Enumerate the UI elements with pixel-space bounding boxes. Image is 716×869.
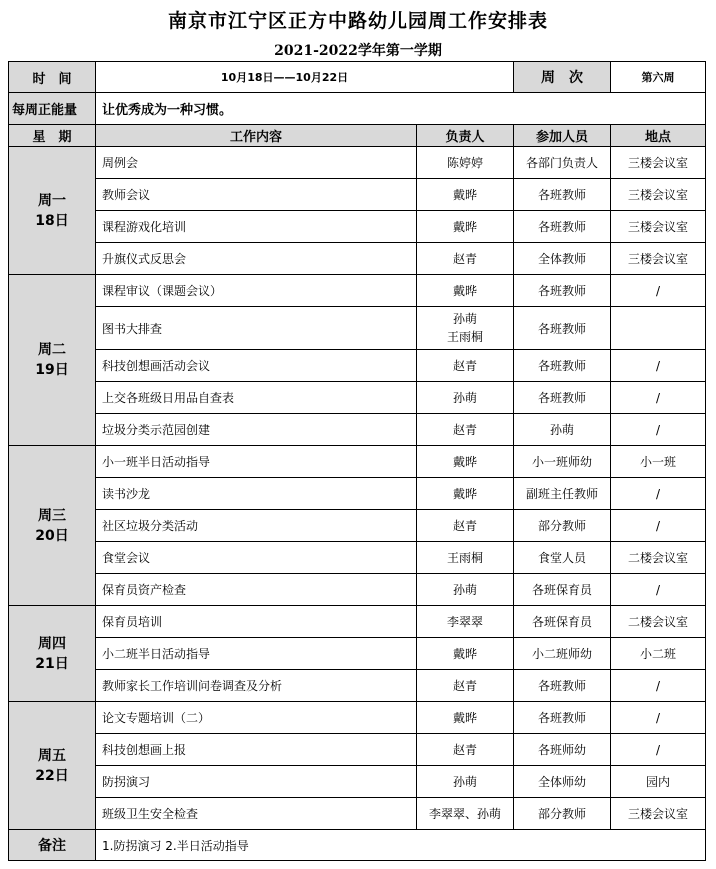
table-row — [9, 702, 706, 734]
content-cell: 图书大排查 — [96, 307, 417, 350]
owner-cell: 戴晔 — [417, 702, 514, 734]
content-cell: 读书沙龙 — [96, 478, 417, 510]
content-cell: 论文专题培训（二） — [96, 702, 417, 734]
table-row — [9, 670, 706, 702]
header-place: 地点 — [611, 125, 706, 147]
participants-cell: 各班教师 — [514, 307, 611, 350]
owner-cell: 戴晔 — [417, 638, 514, 670]
participants-cell: 部分教师 — [514, 798, 611, 830]
content-cell: 垃圾分类示范园创建 — [96, 414, 417, 446]
motto-label: 每周正能量 — [9, 93, 96, 125]
participants-cell: 各班教师 — [514, 350, 611, 382]
owner-cell: 赵青 — [417, 414, 514, 446]
owner-cell: 赵青 — [417, 243, 514, 275]
table-row — [9, 638, 706, 670]
owner-cell: 孙萌 — [417, 382, 514, 414]
notes-label: 备注 — [9, 830, 96, 861]
owner-cell — [417, 307, 514, 350]
content-cell: 防拐演习 — [96, 766, 417, 798]
place-cell: 园内 — [611, 766, 706, 798]
owner-cell: 陈婷婷 — [417, 147, 514, 179]
table-row — [9, 766, 706, 798]
place-cell — [611, 307, 706, 350]
day-cell — [9, 147, 96, 275]
participants-cell: 食堂人员 — [514, 542, 611, 574]
table-row — [9, 542, 706, 574]
table-row — [9, 307, 706, 350]
notes-value: 1.防拐演习 2.半日活动指导 — [96, 830, 706, 861]
owner-cell: 戴晔 — [417, 275, 514, 307]
table-row — [9, 478, 706, 510]
participants-cell: 全体师幼 — [514, 766, 611, 798]
place-cell: / — [611, 478, 706, 510]
participants-cell: 各班教师 — [514, 702, 611, 734]
place-cell: / — [611, 414, 706, 446]
participants-cell: 小一班师幼 — [514, 446, 611, 478]
place-cell: / — [611, 510, 706, 542]
participants-cell: 各班教师 — [514, 179, 611, 211]
place-cell: 三楼会议室 — [611, 147, 706, 179]
place-cell: / — [611, 702, 706, 734]
table-row — [9, 382, 706, 414]
content-cell: 小二班半日活动指导 — [96, 638, 417, 670]
content-cell: 课程游戏化培训 — [96, 211, 417, 243]
week-value: 第六周 — [611, 62, 706, 93]
place-cell: / — [611, 275, 706, 307]
owner-cell: 戴晔 — [417, 446, 514, 478]
owner-cell: 李翠翠 — [417, 606, 514, 638]
owner-cell: 赵青 — [417, 510, 514, 542]
day-name: 周五 — [38, 747, 66, 764]
day-name: 周四 — [38, 635, 66, 652]
header-day: 星 期 — [9, 125, 96, 147]
content-cell: 周例会 — [96, 147, 417, 179]
week-label-text: 周 次 — [541, 70, 584, 86]
owner-cell: 王雨桐 — [417, 542, 514, 574]
participants-cell: 各班保育员 — [514, 574, 611, 606]
owner-name: 王雨桐 — [447, 330, 484, 344]
motto-row — [9, 93, 706, 125]
table-row — [9, 147, 706, 179]
place-cell: 三楼会议室 — [611, 798, 706, 830]
content-cell: 小一班半日活动指导 — [96, 446, 417, 478]
week-label — [514, 62, 611, 93]
table-row — [9, 414, 706, 446]
participants-cell: 小二班师幼 — [514, 638, 611, 670]
owner-cell: 戴晔 — [417, 179, 514, 211]
participants-cell: 各班保育员 — [514, 606, 611, 638]
page-title: 南京市江宁区正方中路幼儿园周工作安排表 — [167, 10, 548, 32]
content-cell: 科技创想画活动会议 — [96, 350, 417, 382]
day-cell — [9, 446, 96, 606]
table-row — [9, 211, 706, 243]
header-content: 工作内容 — [96, 125, 417, 147]
owner-cell: 戴晔 — [417, 211, 514, 243]
participants-cell: 各班教师 — [514, 670, 611, 702]
day-date: 21日 — [35, 655, 69, 672]
schedule-table — [8, 61, 706, 861]
participants-cell: 部分教师 — [514, 510, 611, 542]
participants-cell: 各部门负责人 — [514, 147, 611, 179]
table-row — [9, 574, 706, 606]
content-cell: 食堂会议 — [96, 542, 417, 574]
participants-cell: 全体教师 — [514, 243, 611, 275]
owner-cell: 李翠翠、孙萌 — [417, 798, 514, 830]
table-row — [9, 510, 706, 542]
participants-cell: 各班教师 — [514, 382, 611, 414]
day-name: 周一 — [38, 192, 66, 209]
table-row — [9, 734, 706, 766]
day-name: 周二 — [38, 342, 66, 358]
table-row — [9, 275, 706, 307]
time-value — [96, 62, 514, 93]
day-date: 20日 — [35, 527, 69, 544]
header-row — [9, 125, 706, 147]
place-cell: / — [611, 350, 706, 382]
place-cell: / — [611, 670, 706, 702]
owner-cell: 赵青 — [417, 670, 514, 702]
table-row — [9, 350, 706, 382]
place-cell: 小二班 — [611, 638, 706, 670]
header-owner: 负责人 — [417, 125, 514, 147]
motto-value: 让优秀成为一种习惯。 — [96, 93, 706, 125]
place-cell: / — [611, 382, 706, 414]
place-cell: 小一班 — [611, 446, 706, 478]
owner-cell: 赵青 — [417, 734, 514, 766]
owner-cell: 孙萌 — [417, 574, 514, 606]
page-subtitle: 2021-2022学年第一学期 — [274, 43, 442, 59]
table-row — [9, 446, 706, 478]
participants-cell: 各班教师 — [514, 211, 611, 243]
day-date: 18日 — [35, 212, 69, 229]
content-cell: 班级卫生安全检查 — [96, 798, 417, 830]
participants-cell: 孙萌 — [514, 414, 611, 446]
owner-cell: 戴晔 — [417, 478, 514, 510]
participants-cell: 副班主任教师 — [514, 478, 611, 510]
place-cell: 三楼会议室 — [611, 211, 706, 243]
content-cell: 课程审议（课题会议） — [96, 275, 417, 307]
place-cell: 三楼会议室 — [611, 179, 706, 211]
content-cell: 保育员资产检查 — [96, 574, 417, 606]
table-row — [9, 179, 706, 211]
header-participants: 参加人员 — [514, 125, 611, 147]
content-cell: 社区垃圾分类活动 — [96, 510, 417, 542]
day-cell — [9, 275, 96, 446]
owner-cell: 赵青 — [417, 350, 514, 382]
content-cell: 科技创想画上报 — [96, 734, 417, 766]
day-cell — [9, 702, 96, 830]
time-value-text: 10月18日——10月22日 — [220, 71, 349, 84]
content-cell: 教师会议 — [96, 179, 417, 211]
place-cell: 三楼会议室 — [611, 243, 706, 275]
time-label: 时 间 — [9, 62, 96, 93]
place-cell: / — [611, 734, 706, 766]
day-date: 22日 — [35, 767, 69, 784]
table-row — [9, 606, 706, 638]
place-cell: 二楼会议室 — [611, 606, 706, 638]
table-row — [9, 243, 706, 275]
day-cell — [9, 606, 96, 702]
table-row — [9, 798, 706, 830]
info-row — [9, 62, 706, 93]
notes-row — [9, 830, 706, 861]
owner-cell: 孙萌 — [417, 766, 514, 798]
participants-cell: 各班教师 — [514, 275, 611, 307]
place-cell: 二楼会议室 — [611, 542, 706, 574]
content-cell: 升旗仪式反思会 — [96, 243, 417, 275]
owner-name: 孙萌 — [453, 312, 478, 326]
content-cell: 保育员培训 — [96, 606, 417, 638]
content-cell: 上交各班级日用品自查表 — [96, 382, 417, 414]
content-cell: 教师家长工作培训问卷调查及分析 — [96, 670, 417, 702]
participants-cell: 各班师幼 — [514, 734, 611, 766]
day-date: 19日 — [35, 362, 69, 378]
place-cell: / — [611, 574, 706, 606]
day-name: 周三 — [38, 507, 66, 524]
